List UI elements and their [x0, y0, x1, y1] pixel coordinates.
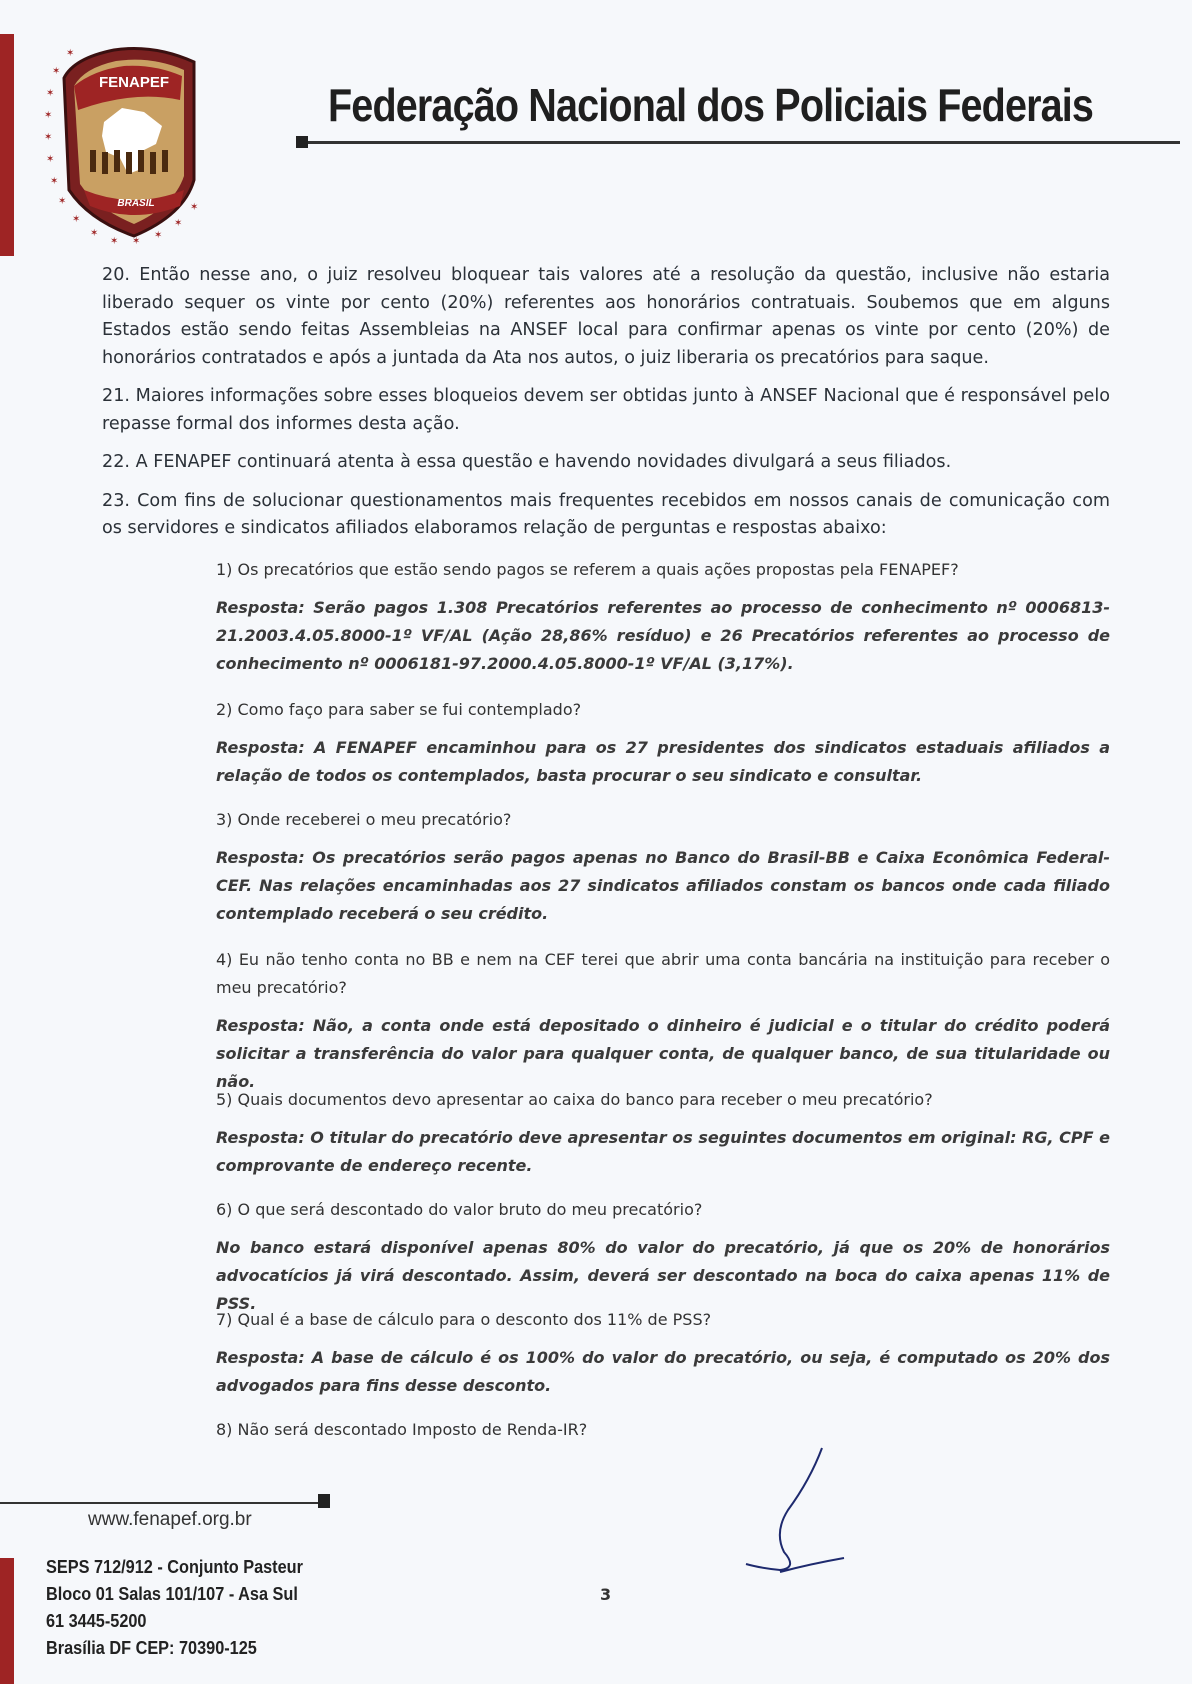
footer-rule-marker [318, 1494, 330, 1508]
qa-item-3 [216, 806, 1110, 928]
question: 2) Como faço para saber se fui contemplado? [216, 700, 582, 719]
paragraph-20: 20. Então nesse ano, o juiz resolveu bloquear tais valores até a resolução da questão, inclusive não estaria liberado sequer os vinte por cento (20%) referentes aos honorários contratuais. Soubemos que em alguns Estados estão sendo feitas Assembleias na ANSEF local para confirmar apenas os vinte por cento (20%) de honorários contratados e após a juntada da Ata nos autos, o juiz liberaria os precatórios para saque. [102, 265, 1110, 368]
address-line: Brasília DF CEP: 70390-125 [46, 1637, 257, 1658]
answer: Resposta: Serão pagos 1.308 Precatórios referentes ao processo de conhecimento nº 0006813-21.2003.4.05.8000-1º VF/AL (Ação 28,86% resíduo) e 26 Precatórios referentes ao processo de conhecimento nº 0006181-97.2000.4.05.8000-1º VF/AL (3,17%). [216, 598, 1110, 673]
svg-text:✶: ✶ [66, 48, 75, 59]
qa-item-4 [216, 946, 1110, 1096]
website-url: www.fenapef.org.br [88, 1509, 252, 1530]
svg-text:✶: ✶ [44, 110, 53, 121]
question: 7) Qual é a base de cálculo para o desconto dos 11% de PSS? [216, 1310, 712, 1329]
svg-text:✶: ✶ [110, 236, 119, 247]
answer: No banco estará disponível apenas 80% do valor do precatório, já que os 20% de honorários advocatícios já virá descontado. Assim, deverá ser descontado na boca do caixa apenas 11% de PSS. [216, 1238, 1110, 1313]
fenapef-logo [44, 40, 214, 250]
page-number: 3 [600, 1585, 612, 1604]
answer: Resposta: O titular do precatório deve apresentar os seguintes documentos em original: RG, CPF e comprovante de endereço recente. [216, 1128, 1110, 1175]
svg-text:✶: ✶ [174, 218, 183, 229]
svg-text:✶: ✶ [58, 196, 67, 207]
svg-text:✶: ✶ [90, 228, 99, 239]
svg-text:✶: ✶ [190, 202, 199, 213]
svg-text:✶: ✶ [72, 214, 81, 225]
logo-text-bottom: BRASIL [117, 198, 155, 209]
question: 3) Onde receberei o meu precatório? [216, 810, 512, 829]
question: 1) Os precatórios que estão sendo pagos se referem a quais ações propostas pela FENAPEF? [216, 560, 959, 579]
answer: Resposta: Os precatórios serão pagos apenas no Banco do Brasil-BB e Caixa Econômica Federal-CEF. Nas relações encaminhadas aos 27 sindicatos afiliados constam os bancos onde cada filiado contemplado receberá o seu crédito. [216, 848, 1110, 923]
address-line: SEPS 712/912 - Conjunto Pasteur [46, 1556, 303, 1577]
svg-text:✶: ✶ [132, 236, 141, 247]
paragraph-22: 22. A FENAPEF continuará atenta à essa questão e havendo novidades divulgará a seus filiados. [102, 452, 952, 472]
signature-mark [740, 1440, 850, 1580]
question: 5) Quais documentos devo apresentar ao caixa do banco para receber o meu precatório? [216, 1090, 933, 1109]
svg-text:✶: ✶ [50, 176, 59, 187]
body-text [102, 262, 1110, 554]
qa-item-8 [216, 1416, 1110, 1444]
qa-item-1 [216, 556, 1110, 678]
svg-text:✶: ✶ [52, 66, 61, 77]
footer-rule [0, 1502, 326, 1504]
question: 6) O que será descontado do valor bruto do meu precatório? [216, 1200, 703, 1219]
svg-text:✶: ✶ [46, 154, 55, 165]
address-block [46, 1553, 303, 1661]
answer: Resposta: Não, a conta onde está depositado o dinheiro é judicial e o titular do crédito poderá solicitar a transferência do valor para qualquer conta, de qualquer banco, de sua titularidade ou não. [216, 1016, 1110, 1091]
question: 8) Não será descontado Imposto de Renda-IR? [216, 1420, 588, 1439]
qa-item-6 [216, 1196, 1110, 1318]
red-accent-bar-bottom [0, 1558, 14, 1684]
question: 4) Eu não tenho conta no BB e nem na CEF terei que abrir uma conta bancária na instituição para receber o meu precatório? [216, 950, 1110, 997]
red-accent-bar-top [0, 34, 14, 256]
header-rule-marker [296, 136, 308, 148]
answer: Resposta: A FENAPEF encaminhou para os 27 presidentes dos sindicatos estaduais afiliados a relação de todos os contemplados, basta procurar o seu sindicato e consultar. [216, 738, 1110, 785]
qa-item-2 [216, 696, 1110, 790]
address-line: Bloco 01 Salas 101/107 - Asa Sul [46, 1583, 298, 1604]
paragraph-23: 23. Com fins de solucionar questionamentos mais frequentes recebidos em nossos canais de comunicação com os servidores e sindicatos afiliados elaboramos relação de perguntas e respostas abaixo: [102, 490, 1110, 538]
phone-line: 61 3445-5200 [46, 1610, 147, 1631]
header-rule [300, 141, 1180, 144]
svg-text:✶: ✶ [46, 88, 55, 99]
svg-text:✶: ✶ [154, 230, 163, 241]
organization-title: Federação Nacional dos Policiais Federais [328, 79, 1094, 131]
paragraph-21: 21. Maiores informações sobre esses bloqueios devem ser obtidas junto à ANSEF Nacional que é responsável pelo repasse formal dos informes desta ação. [102, 386, 1110, 434]
answer: Resposta: A base de cálculo é os 100% do valor do precatório, ou seja, é computado os 20% dos advogados para fins desse desconto. [216, 1348, 1110, 1395]
logo-text-top: FENAPEF [98, 74, 170, 91]
svg-text:✶: ✶ [44, 132, 53, 143]
qa-item-5 [216, 1086, 1110, 1180]
qa-item-7 [216, 1306, 1110, 1400]
